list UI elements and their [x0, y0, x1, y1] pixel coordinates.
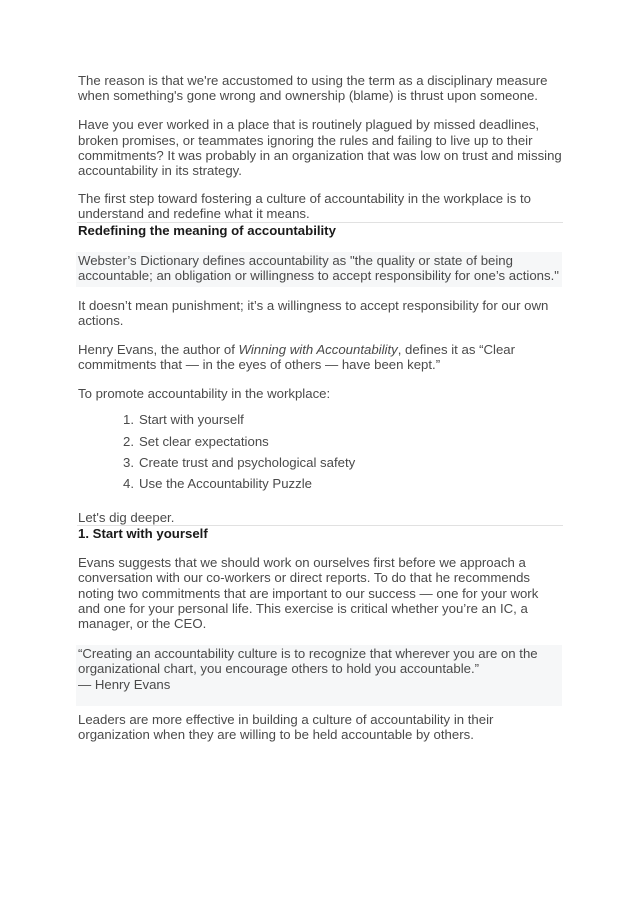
steps-list — [78, 412, 562, 498]
section2-paragraph-1: Evans suggests that we should work on ourselves first before we approach a conversation with our co-workers or direct reports. To do that he recommends noting two commitments that are important to our success — one for your work and one for your personal life. This exercise is critical whether you’re an IC, a manager, or the CEO. — [78, 555, 539, 632]
list-item-text: Start with yourself — [139, 412, 244, 428]
list-item-text: Set clear expectations — [139, 433, 269, 449]
section1-paragraph-2 — [78, 342, 562, 372]
section1-p2-after: , defines it as “Clear commitments that — in the eyes of others — have been kept.” — [78, 341, 516, 372]
dictionary-quote-block — [76, 252, 562, 287]
intro-paragraph-1: The reason is that we're accustomed to using the term as a disciplinary measure when something's gone wrong and ownership (blame) is thrust upon someone. — [78, 73, 548, 104]
list-item-text: Use the Accountability Puzzle — [139, 476, 312, 492]
document-page — [78, 73, 562, 742]
book-title: Winning with Accountability — [238, 341, 398, 357]
section1-p2-before: Henry Evans, the author of — [78, 341, 239, 357]
list-item — [123, 433, 562, 455]
intro-paragraph-2: Have you ever worked in a place that is routinely plagued by missed deadlines, broken promises, or teammates ignoring the rules and failing to live up to their commitments? It was probably in an organization that was low on trust and missing accountability in its strategy. — [78, 117, 562, 179]
section-heading-start-with-yourself: 1. Start with yourself — [78, 526, 208, 542]
list-item-number: 4. — [123, 476, 134, 492]
section1-paragraph-1: It doesn’t mean punishment; it’s a willingness to accept responsibility for our own actions. — [78, 298, 549, 329]
list-item-number: 1. — [123, 412, 134, 428]
list-item-text: Create trust and psychological safety — [139, 455, 356, 471]
list-item — [123, 476, 562, 497]
section1-paragraph-4: Let's dig deeper. — [78, 509, 175, 525]
section-heading-redefining: Redefining the meaning of accountability — [78, 222, 336, 238]
intro-paragraph-3: The first step toward fostering a culture of accountability in the workplace is to understand and redefine what it means. — [78, 191, 531, 222]
section2-paragraph-2: Leaders are more effective in building a culture of accountability in their organization when they are willing to be held accountable by others. — [78, 711, 494, 743]
section1-paragraph-3: To promote accountability in the workplace: — [78, 386, 331, 402]
list-item — [123, 455, 562, 476]
evans-quote-attribution: — Henry Evans — [78, 676, 171, 692]
list-item — [123, 412, 562, 433]
list-item-number: 3. — [123, 455, 134, 471]
evans-quote-block — [76, 645, 562, 706]
list-item-number: 2. — [123, 433, 134, 449]
evans-quote-text: “Creating an accountability culture is to recognize that wherever you are on the organizational chart, you encourage others to hold you accountable.” — [78, 646, 538, 677]
dictionary-quote-text: Webster’s Dictionary defines accountability as "the quality or state of being accountable; an obligation or willingness to accept responsibility for one’s actions." — [78, 252, 559, 284]
